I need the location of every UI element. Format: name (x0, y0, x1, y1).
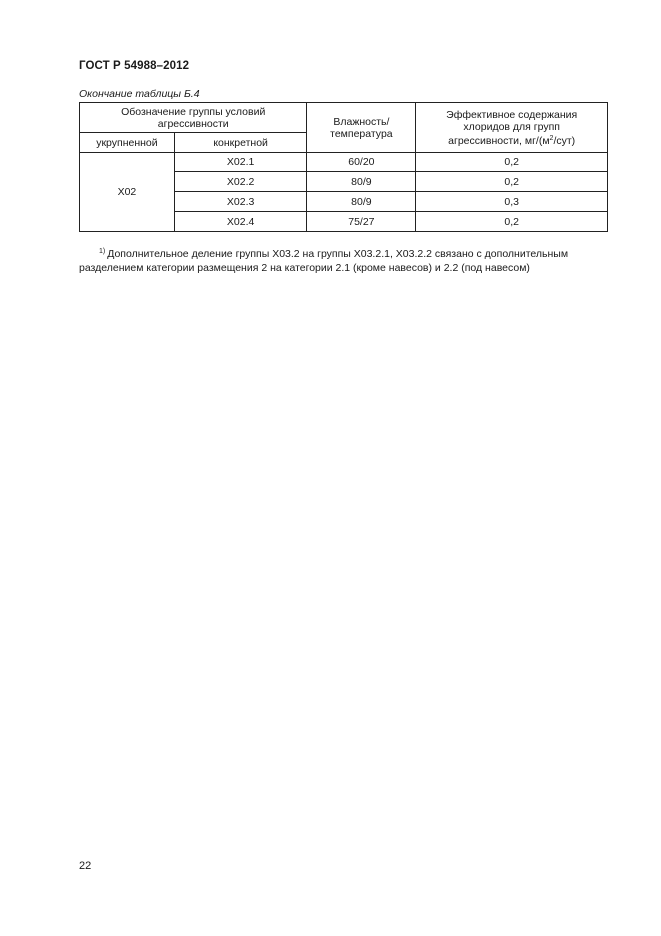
humidity-cell: 75/27 (307, 212, 416, 232)
header-group-conditions: Обозначение группы условий агрессивности (80, 103, 307, 133)
header-chlorides-text: Эффективное содержания хлоридов для групп агрессивности, мг/(м (446, 108, 578, 147)
header-chlorides-unit: /сут) (553, 134, 576, 147)
group-cell: Х02 (80, 153, 175, 232)
humidity-cell: 80/9 (307, 172, 416, 192)
chloride-cell: 0,2 (416, 212, 608, 232)
chloride-cell: 0,2 (416, 172, 608, 192)
code-cell: Х02.2 (174, 172, 307, 192)
table-header-row (80, 103, 608, 133)
header-chlorides (416, 103, 608, 153)
humidity-cell: 60/20 (307, 153, 416, 172)
humidity-cell: 80/9 (307, 192, 416, 212)
document-header: ГОСТ Р 54988–2012 (79, 60, 190, 72)
header-enlarged: укрупненной (80, 133, 175, 153)
table-caption: Окончание таблицы Б.4 (79, 88, 200, 100)
code-cell: Х02.1 (174, 153, 307, 172)
page-number: 22 (79, 860, 92, 872)
code-cell: Х02.4 (174, 212, 307, 232)
chloride-cell: 0,3 (416, 192, 608, 212)
code-cell: Х02.3 (174, 192, 307, 212)
footnote-text: Дополнительное деление группы Х03.2 на группы Х03.2.1, Х03.2.2 связано с дополнительным разделением категории размещения 2 на категории 2.1 (кроме навесов) и 2.2 (под навесом) (79, 248, 569, 274)
table-row (80, 153, 608, 172)
header-chlorides-superscript: 2 (549, 134, 554, 142)
footnote-marker: 1) (99, 248, 106, 255)
footnote (79, 245, 619, 275)
header-humidity: Влажность/ температура (307, 103, 416, 153)
data-table (79, 102, 608, 232)
chloride-cell: 0,2 (416, 153, 608, 172)
header-specific: конкретной (174, 133, 307, 153)
